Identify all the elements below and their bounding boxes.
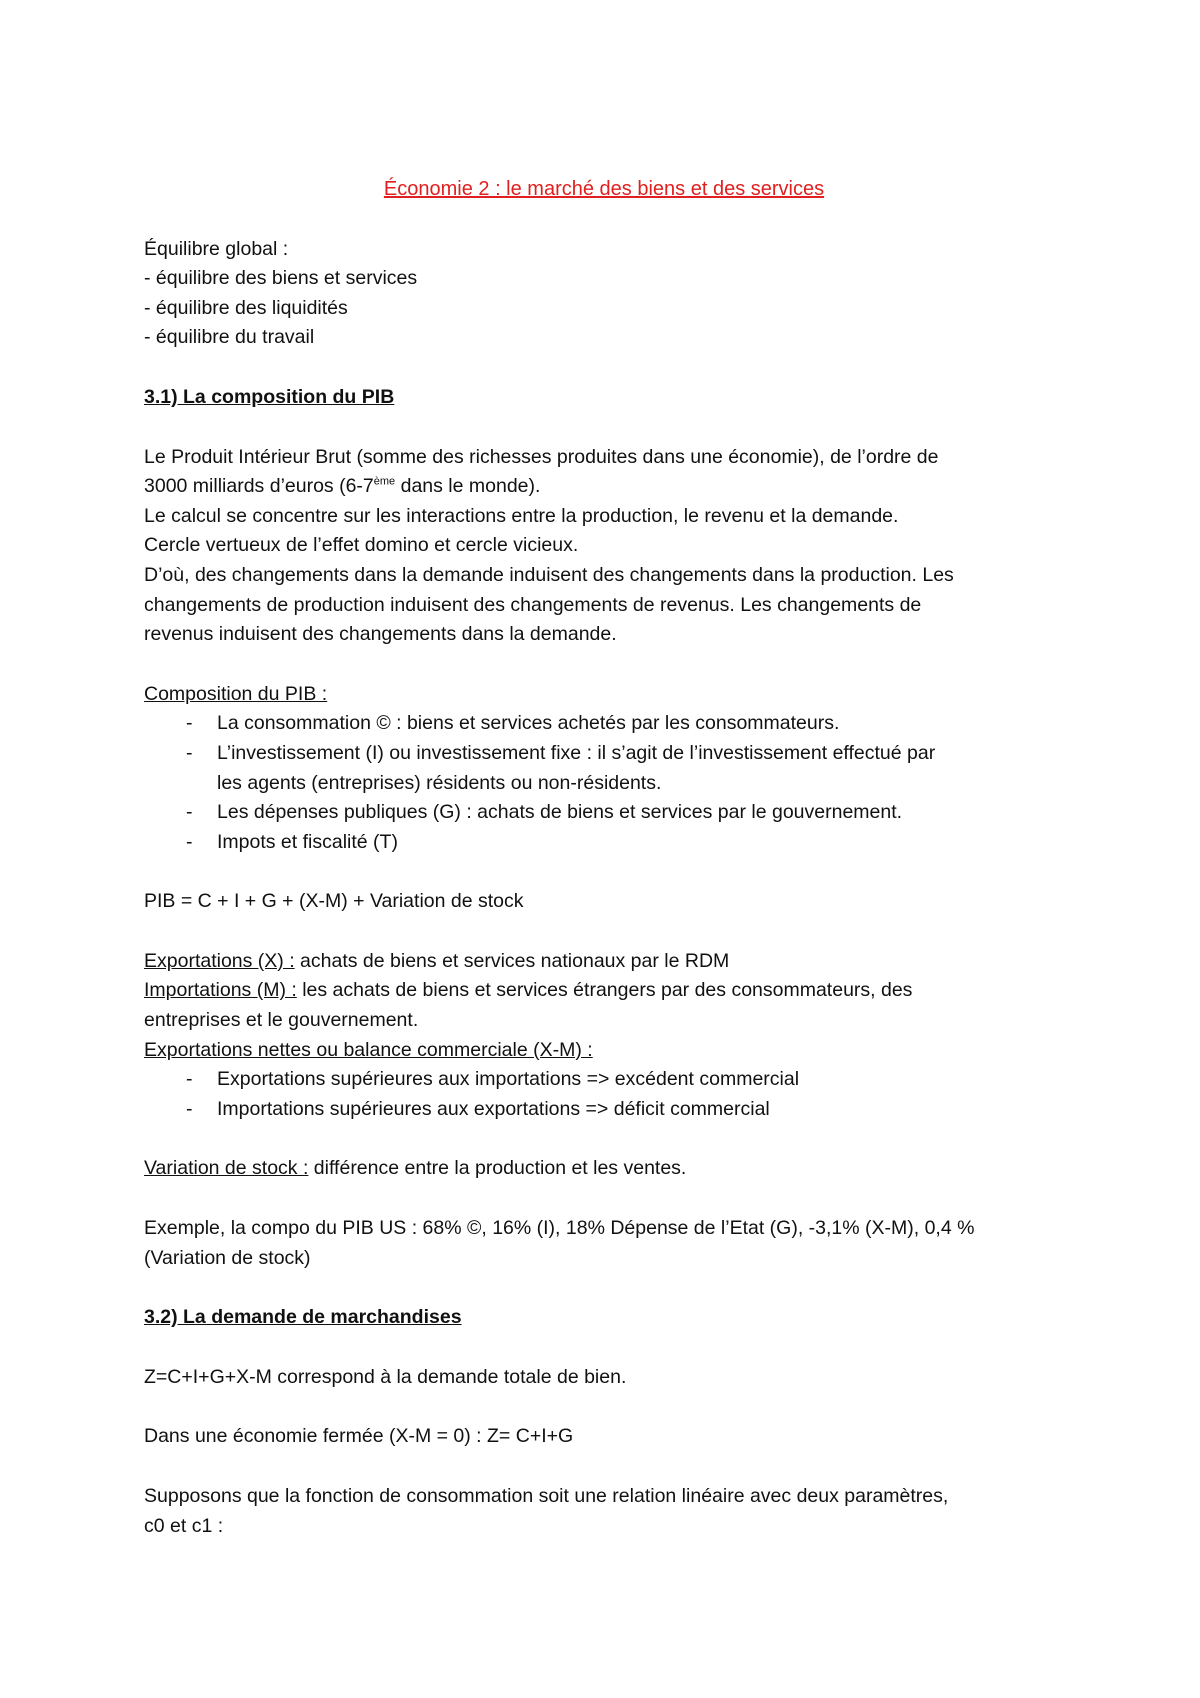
list-item: - Impots et fiscalité (T) <box>144 828 1064 858</box>
stock-text: différence entre la production et les ventes. <box>308 1157 687 1180</box>
example-line1: Exemple, la compo du PIB US : 68% ©, 16% (I), 18% Dépense de l’Etat (G), -3,1% (X-M), 0,4 % <box>144 1217 975 1240</box>
text-fragment: dans le monde). <box>395 475 541 498</box>
net-exports-list <box>144 1065 1064 1124</box>
exports-text: achats de biens et services nationaux par le RDM <box>294 949 730 972</box>
spacer <box>144 650 1064 680</box>
paragraph-consommation-line2: c0 et c1 : <box>144 1514 224 1537</box>
net-exports-label: Exportations nettes ou balance commerciale (X-M) : <box>144 1038 593 1061</box>
list-item: - Importations supérieures aux exportations => déficit commercial <box>144 1095 1064 1125</box>
paragraph-demande-totale: Z=C+I+G+X-M correspond à la demande totale de bien. <box>144 1365 627 1388</box>
dash-bullet: - <box>186 1097 193 1120</box>
paragraph-changements-line3: revenus induisent des changements dans la demande. <box>144 623 617 646</box>
dash-bullet: - <box>186 1068 193 1091</box>
list-item: - L’investissement (I) ou investissement fixe : il s’agit de l’investissement effectué par les agents (entreprises) résidents ou non-résidents. <box>144 739 1064 798</box>
spacer <box>144 857 1064 887</box>
intro-item: - équilibre du travail <box>144 326 315 349</box>
text-fragment: 3000 milliards d’euros (6-7 <box>144 475 374 498</box>
list-item: - La consommation © : biens et services achetés par les consommateurs. <box>144 709 1064 739</box>
dash-bullet: - <box>186 830 193 853</box>
spacer <box>144 1124 1064 1154</box>
spacer <box>144 1452 1064 1482</box>
section-heading-3-2: 3.2) La demande de marchandises <box>144 1306 462 1329</box>
spacer <box>144 1273 1064 1303</box>
stock-definition <box>144 1154 1064 1184</box>
example-line2: (Variation de stock) <box>144 1246 311 1269</box>
superscript: ème <box>373 475 396 488</box>
intro-item: - équilibre des liquidités <box>144 296 348 319</box>
dash-bullet: - <box>186 712 193 735</box>
document-title: Économie 2 : le marché des biens et des services <box>383 178 825 200</box>
paragraph-consommation-line1: Supposons que la fonction de consommation soit une relation linéaire avec deux paramètres, <box>144 1485 949 1507</box>
paragraph-pib-line1: Le Produit Intérieur Brut (somme des richesses produites dans une économie), de l’ordre de <box>144 445 939 468</box>
spacer <box>144 1184 1064 1214</box>
imports-label: Importations (M) : <box>144 979 297 1002</box>
stock-label: Variation de stock : <box>144 1157 309 1180</box>
paragraph-calcul: Le calcul se concentre sur les interactions entre la production, le revenu et la demande. <box>144 504 899 527</box>
section-heading-3-1: 3.1) La composition du PIB <box>144 385 395 408</box>
spacer <box>144 1392 1064 1422</box>
pib-formula: PIB = C + I + G + (X-M) + Variation de stock <box>144 890 524 913</box>
intro-item: - équilibre des biens et services <box>144 267 418 290</box>
paragraph-pib-line2 <box>144 472 1064 502</box>
spacer <box>144 205 1064 235</box>
spacer <box>144 1333 1064 1363</box>
dash-bullet: - <box>186 741 193 764</box>
paragraph-changements-line2: changements de production induisent des changements de revenus. Les changements de <box>144 593 922 616</box>
imports-definition-cont: entreprises et le gouvernement. <box>144 1009 419 1032</box>
composition-list <box>144 709 1064 857</box>
list-item: - Exportations supérieures aux importations => excédent commercial <box>144 1065 1064 1095</box>
spacer <box>144 413 1064 443</box>
intro-heading: Équilibre global : <box>144 237 289 260</box>
spacer <box>144 353 1064 383</box>
document-page <box>144 175 1064 1541</box>
list-item: - Les dépenses publiques (G) : achats de biens et services par le gouvernement. <box>144 798 1064 828</box>
composition-label: Composition du PIB : <box>144 682 328 705</box>
dash-bullet: - <box>186 801 193 824</box>
exports-definition <box>144 947 1064 977</box>
imports-definition <box>144 976 1064 1006</box>
paragraph-changements-line1: D’où, des changements dans la demande induisent des changements dans la production. Les <box>144 563 954 586</box>
spacer <box>144 917 1064 947</box>
paragraph-cercle: Cercle vertueux de l’effet domino et cercle vicieux. <box>144 534 579 557</box>
paragraph-economie-fermee: Dans une économie fermée (X-M = 0) : Z= C+I+G <box>144 1425 574 1448</box>
exports-label: Exportations (X) : <box>144 949 295 972</box>
imports-text: les achats de biens et services étrangers par des consommateurs, des <box>296 979 913 1002</box>
